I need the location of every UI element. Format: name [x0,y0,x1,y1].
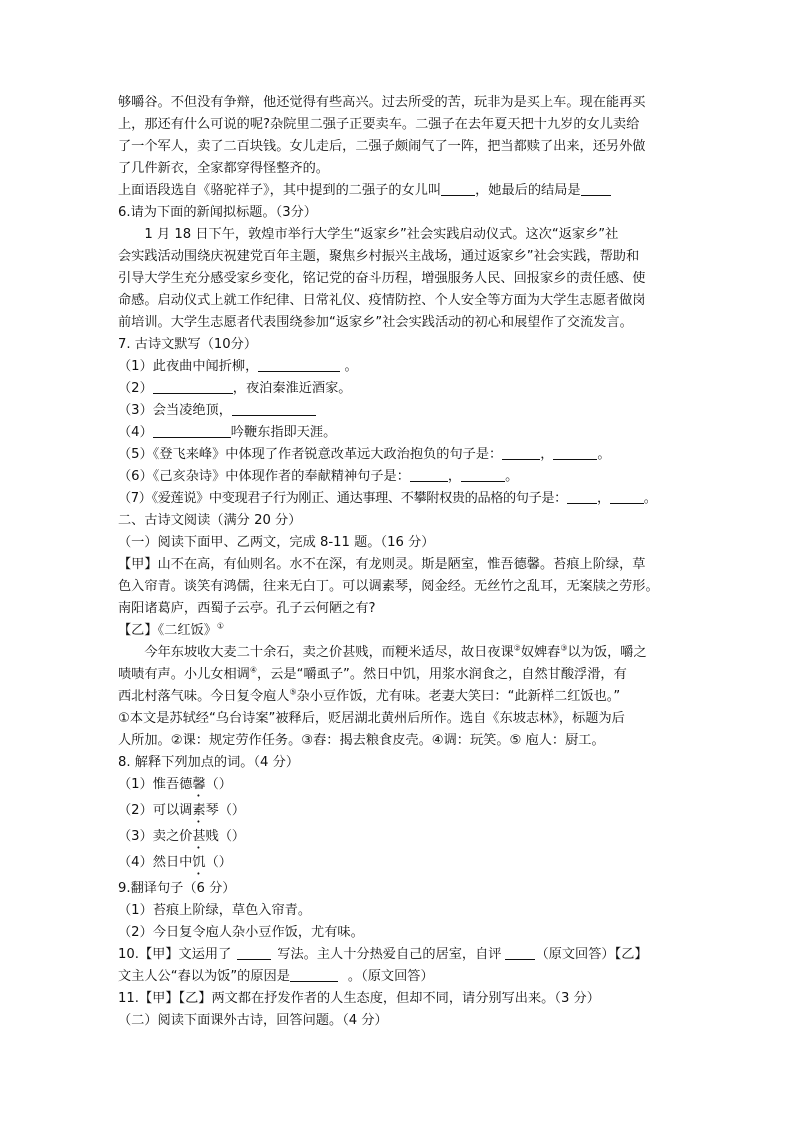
question-title: 6.请为下面的新闻拟标题。（3分） [118,205,317,220]
answer-paren[interactable]: （） [205,855,232,870]
item-text: 写法。主人十分热爱自己的居室，自评 [277,947,502,962]
news-line: 会实践活动围绕庆祝建党百年主题，聚焦乡村振兴主战场，通过返家乡”社会实践，帮助和 [118,249,640,264]
item-text: （4）然日中 [118,855,193,870]
answer-blank[interactable] [153,379,233,394]
item-text: （3）卖之价 [118,829,193,844]
dotted-word: 甚 [192,829,206,844]
question-10-cont [118,966,678,988]
text-yi-title [118,620,678,642]
news-line: 引导大学生充分感受家乡变化，铭记党的奋斗历程，增强服务人民、回报家乡的责任感、使 [118,271,646,286]
news-line: 命感。启动仪式上就工作纪律、日常礼仪、疫情防控、个人安全等方面为大学生志愿者做岗 [118,293,646,308]
item-text: 贱 [205,829,219,844]
item-text: 。（原文回答） [347,969,434,984]
item-text: （4） [118,425,153,440]
item-text: ， [447,469,462,484]
item-text: （3）会当凌绝顶， [118,403,232,418]
answer-blank[interactable] [237,945,271,960]
question-xiangzi [118,180,678,202]
answer-paren[interactable]: （） [218,803,246,818]
dotted-word: 素 [192,803,206,818]
yi-text: 今年东坡收大麦二十余石，卖之价甚贱，而粳米适尽，故日夜课 [144,645,514,660]
yi-text: 杂小豆作饭，尤有味。老妻大笑曰：“此新样二红饭也。” [296,689,621,704]
yi-text: 西北村落气味。今日复令庖人 [118,689,290,704]
recite-item [118,356,678,378]
footnote-marker: ② [513,643,521,653]
title-text: 【乙】《二红饭》 [118,623,217,638]
q9-item: （2）今日复令庖人杂小豆作饭，尤有味。 [118,925,364,940]
annotation-line: ①本文是苏轼经“乌台诗案”被释后，贬居湖北黄州后所作。选自《东坡志林》，标题为后 [118,711,625,726]
answer-blank[interactable] [581,181,611,196]
answer-blank[interactable] [258,357,340,372]
item-text: 。 [643,491,657,506]
question-11: 11.【甲】【乙】两文都在抒发作者的人生态度，但却不同，请分别写出来。（3 分） [118,991,600,1006]
passage-line: 上，那还有什么可说的呢?杂院里二强子正要卖车。二强子在去年夏天把十九岁的女儿卖给 [118,117,640,132]
yi-text: 啧啧有声。小儿女相调 [118,667,250,682]
item-text: （原文回答）【乙】 [535,947,648,962]
yi-text: 以为饭，嚼之 [567,645,647,660]
item-text: ， [596,491,610,506]
answer-blank[interactable] [610,489,644,504]
question-title: 8. 解释下列加点的词。（4 分） [118,755,300,770]
passage-line: 了一个军人，卖了二百块钱。女儿走后，二强子颇闹气了一阵，把当都赎了出来，还另外做 [118,139,646,154]
answer-paren[interactable]: （） [218,829,246,844]
item-text: （6）《己亥杂诗》中体现作者的奉献精神句子是： [118,469,410,484]
recite-item [118,444,678,466]
answer-blank[interactable] [567,489,597,504]
answer-blank[interactable] [232,401,316,416]
question-title: 7. 古诗文默写（10分） [118,337,258,352]
recite-item [118,378,678,400]
yi-text: 奴婢舂 [520,645,561,660]
dotted-word: 饥 [192,855,206,870]
answer-blank[interactable] [505,945,535,960]
item-text: （7）《爱莲说》中变现君子行为刚正、通达事理、不攀附权贵的品格的句子是： [118,491,567,506]
news-line: 前培训。大学生志愿者代表围绕参加“返家乡”社会实践活动的初心和展望作了交流发言。 [118,315,633,330]
answer-blank[interactable] [410,467,448,482]
item-text: 琴 [205,803,219,818]
question-title: 9.翻译句子（6 分） [118,881,236,896]
item-text: ，夜泊秦淮近酒家。 [232,381,352,396]
item-text: （2）可以调 [118,803,193,818]
text-jia-line: 色入帘青。谈笑有鸿儒，往来无白丁。可以调素琴，阅金经。无丝竹之乱耳，无案牍之劳形。 [118,579,659,594]
item-text: 吟鞭东指即天涯。 [230,425,337,440]
item-text: （1）此夜曲中闻折柳， [118,359,259,374]
footnote-marker: ① [216,621,225,631]
answer-blank[interactable] [441,181,475,196]
answer-blank[interactable] [153,423,231,438]
text-jia-line: 【甲】山不在高，有仙则名。水不在深，有龙则灵。斯是陋室，惟吾德馨。苔痕上阶绿，草 [118,557,646,572]
item-text: 。 [597,447,611,462]
question-10 [118,944,678,966]
answer-paren[interactable]: （） [205,777,232,792]
subsection-title: （二）阅读下面课外古诗，回答问题。（4 分） [118,1013,388,1028]
answer-blank[interactable] [290,967,338,982]
answer-blank[interactable] [461,467,505,482]
item-text: 文主人公“舂以为饭”的原因是 [118,969,290,984]
text-yi-line [118,664,678,686]
dotted-word: 馨 [192,777,206,792]
text-jia-line: 南阳诸葛庐，西蜀子云亭。孔子云何陋之有? [118,601,376,616]
text-yi-line [118,642,678,664]
passage-line: 够嚼谷。不但没有争辩，他还觉得有些高兴。过去所受的苦，玩非为是买上车。现在能再买 [118,95,646,110]
text-yi-line [118,686,678,708]
item-text: 。 [340,359,358,374]
footnote-marker: ③ [560,643,568,653]
document-page [118,92,678,1032]
q8-item [118,774,678,800]
item-text: 10.【甲】文运用了 [118,947,232,962]
recite-item [118,400,678,422]
item-text: ， [540,447,554,462]
item-text: （5）《登飞来峰》中体现了作者锐意改革远大政治抱负的句子是： [118,447,503,462]
news-line: 1 月 18 日下午，敦煌市举行大学生“返家乡”社会实践启动仪式。这次“返家乡”社 [144,227,619,242]
yi-text: ，云是“嚼虱子”。然日中饥，用浆水润食之，自然甘酸浮滑，有 [257,667,627,682]
question-text: 上面语段选自《骆驼祥子》，其中提到的二强子的女儿叫 [118,183,442,198]
annotation-line: 人所加。②课：规定劳作任务。③舂：揭去粮食皮壳。④调：玩笑。⑤ 庖人：厨工。 [118,733,605,748]
q9-item: （1）苔痕上阶绿，草色入帘青。 [118,903,312,918]
footnote-marker: ⑤ [289,687,297,697]
q8-item [118,800,678,826]
answer-blank[interactable] [553,445,597,460]
item-text: （1）惟吾德 [118,777,193,792]
answer-blank[interactable] [502,445,540,460]
passage-line: 了几件新衣，全家都穿得怪整齐的。 [118,161,329,176]
recite-item [118,466,678,488]
section-title: 二、古诗文阅读（满分 20 分） [118,513,302,528]
q8-item [118,826,678,852]
footnote-marker: ④ [249,665,258,675]
item-text: 。 [505,469,519,484]
recite-item [118,488,678,510]
question-text: ，她最后的结局是 [475,183,581,198]
recite-item [118,422,678,444]
subsection-title: （一）阅读下面甲、乙两文，完成 8-11 题。（16 分） [118,535,435,550]
q8-item [118,852,678,878]
item-text: （2） [118,381,153,396]
